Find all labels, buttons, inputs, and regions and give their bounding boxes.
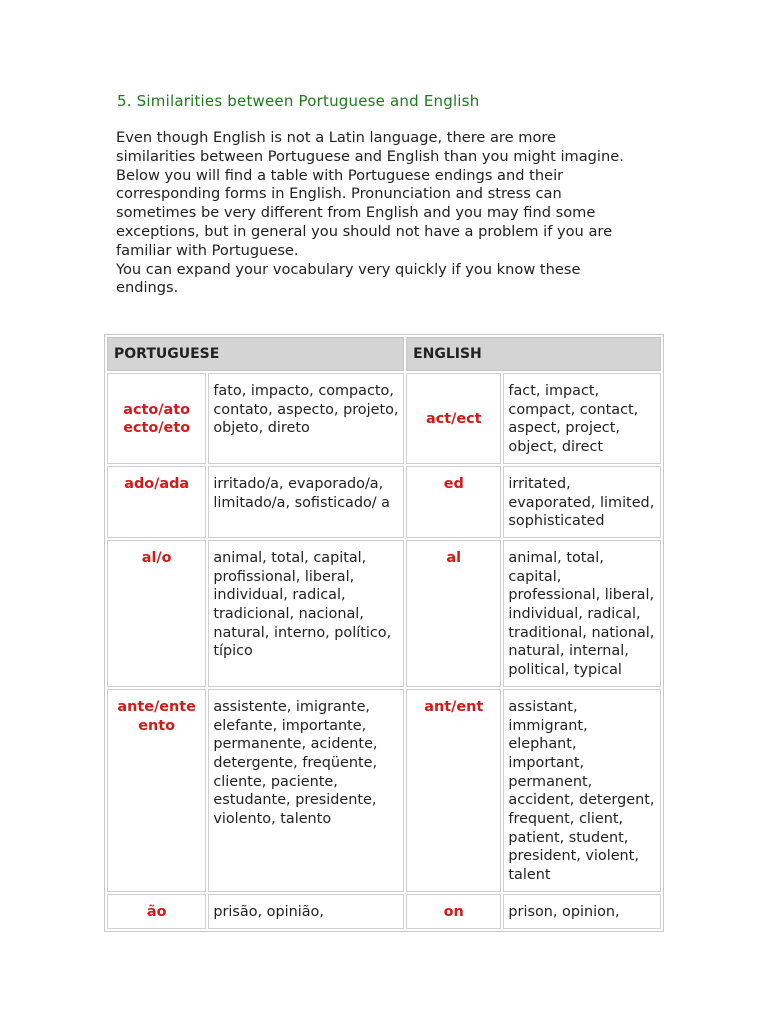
portuguese-words: irritado/a, evaporado/a, limitado/a, sofisticado/ a xyxy=(208,466,404,538)
english-words: assistant, immigrant, elephant, important, permanent, accident, detergent, frequent, client, patient, student, president, violent, talent xyxy=(503,689,661,892)
portuguese-ending: ante/ente ento xyxy=(107,689,206,892)
section-heading: 5. Similarities between Portuguese and English xyxy=(117,92,480,110)
table-row xyxy=(107,894,661,929)
portuguese-ending: ão xyxy=(107,894,206,929)
english-words: irritated, evaporated, limited, sophisticated xyxy=(503,466,661,538)
portuguese-ending: acto/ato ecto/eto xyxy=(107,373,206,464)
english-words: animal, total, capital, professional, liberal, individual, radical, traditional, national, natural, internal, political, typical xyxy=(503,540,661,687)
english-ending: act/ect xyxy=(406,373,501,464)
intro-paragraph: Even though English is not a Latin language, there are more similarities between Portuguese and English than you might imagine. xyxy=(116,129,624,165)
table-row xyxy=(107,373,661,464)
portuguese-words: assistente, imigrante, elefante, importante, permanente, acidente, detergente, freqüente, cliente, paciente, estudante, presidente, violento, talento xyxy=(208,689,404,892)
english-ending: on xyxy=(406,894,501,929)
table-header-row xyxy=(107,337,661,371)
english-words: prison, opinion, xyxy=(503,894,661,929)
portuguese-ending: al/o xyxy=(107,540,206,687)
portuguese-words: animal, total, capital, profissional, liberal, individual, radical, tradicional, nacional, natural, interno, político, típico xyxy=(208,540,404,687)
header-portuguese: PORTUGUESE xyxy=(107,337,404,371)
portuguese-words: prisão, opinião, xyxy=(208,894,404,929)
intro-text xyxy=(116,129,636,298)
english-ending: al xyxy=(406,540,501,687)
table-row xyxy=(107,540,661,687)
english-words: fact, impact, compact, contact, aspect, project, object, direct xyxy=(503,373,661,464)
portuguese-words: fato, impacto, compacto, contato, aspecto, projeto, objeto, direto xyxy=(208,373,404,464)
intro-paragraph: Below you will find a table with Portuguese endings and their corresponding forms in English. Pronunciation and stress can sometimes be very different from English and you may find some exceptions, but in general you should not have a problem if you are familiar with Portuguese. xyxy=(116,166,613,259)
table-row xyxy=(107,689,661,892)
intro-paragraph: You can expand your vocabulary very quickly if you know these endings. xyxy=(116,260,581,297)
english-ending: ant/ent xyxy=(406,689,501,892)
portuguese-ending: ado/ada xyxy=(107,466,206,538)
header-english: ENGLISH xyxy=(406,337,661,371)
english-ending: ed xyxy=(406,466,501,538)
table-row xyxy=(107,466,661,538)
endings-table xyxy=(104,334,664,932)
